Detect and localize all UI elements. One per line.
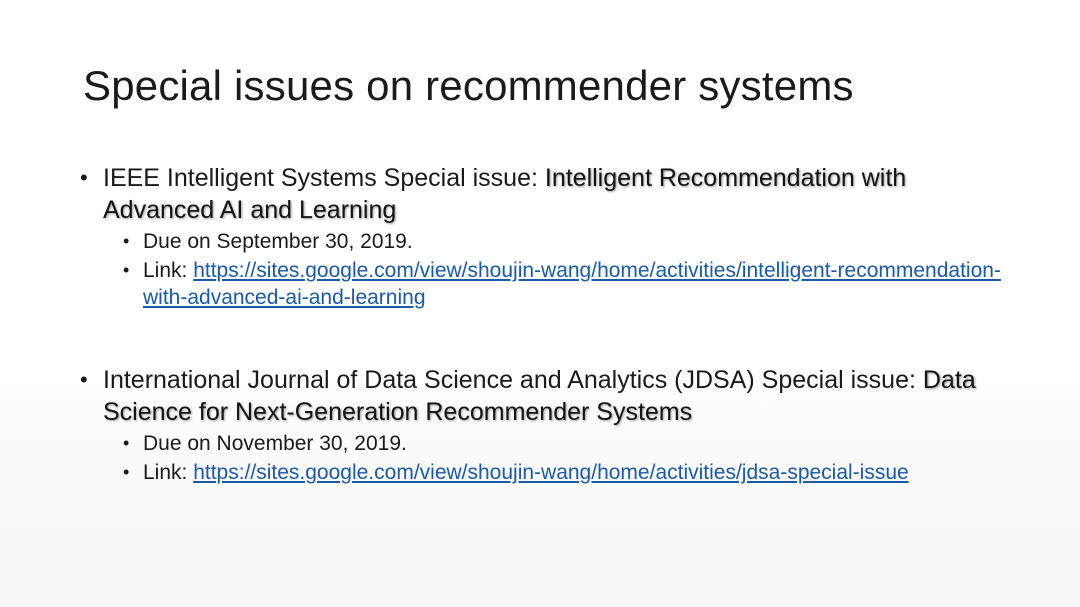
special-issue-item [80,162,1020,311]
sub-bullet-icon: • [123,433,130,453]
special-issue-link[interactable]: https://sites.google.com/view/shoujin-wang/home/activities/intelligent-recommendation-with-advanced-ai-and-learning [143,259,1001,309]
due-date-line [80,228,1020,255]
special-issue-link[interactable]: https://sites.google.com/view/shoujin-wang/home/activities/jdsa-special-issue [193,461,909,484]
special-issue-topic: Intelligent Recommendation with Advanced AI and Learning [103,164,907,224]
journal-lead-text: International Journal of Data Science and Analytics (JDSA) Special issue: [103,366,923,394]
special-issue-heading [80,162,1020,226]
slide-title: Special issues on recommender systems [83,62,854,109]
special-issue-heading [80,364,1020,428]
sub-bullet-icon: • [123,462,130,482]
special-issue-item [80,364,1020,486]
sub-bullet-icon: • [123,231,130,251]
due-date-text: Due on November 30, 2019. [143,432,407,455]
bullet-icon: • [80,165,88,190]
sub-bullet-icon: • [123,260,130,280]
bullet-icon: • [80,367,88,392]
journal-lead-text: IEEE Intelligent Systems Special issue: [103,164,545,192]
link-label: Link: [143,461,194,484]
link-line [80,257,1020,311]
link-label: Link: [143,259,194,282]
special-issue-topic: Data Science for Next-Generation Recommender Systems [103,366,976,426]
link-line [80,459,1020,486]
due-date-line [80,430,1020,457]
due-date-text: Due on September 30, 2019. [143,230,413,253]
